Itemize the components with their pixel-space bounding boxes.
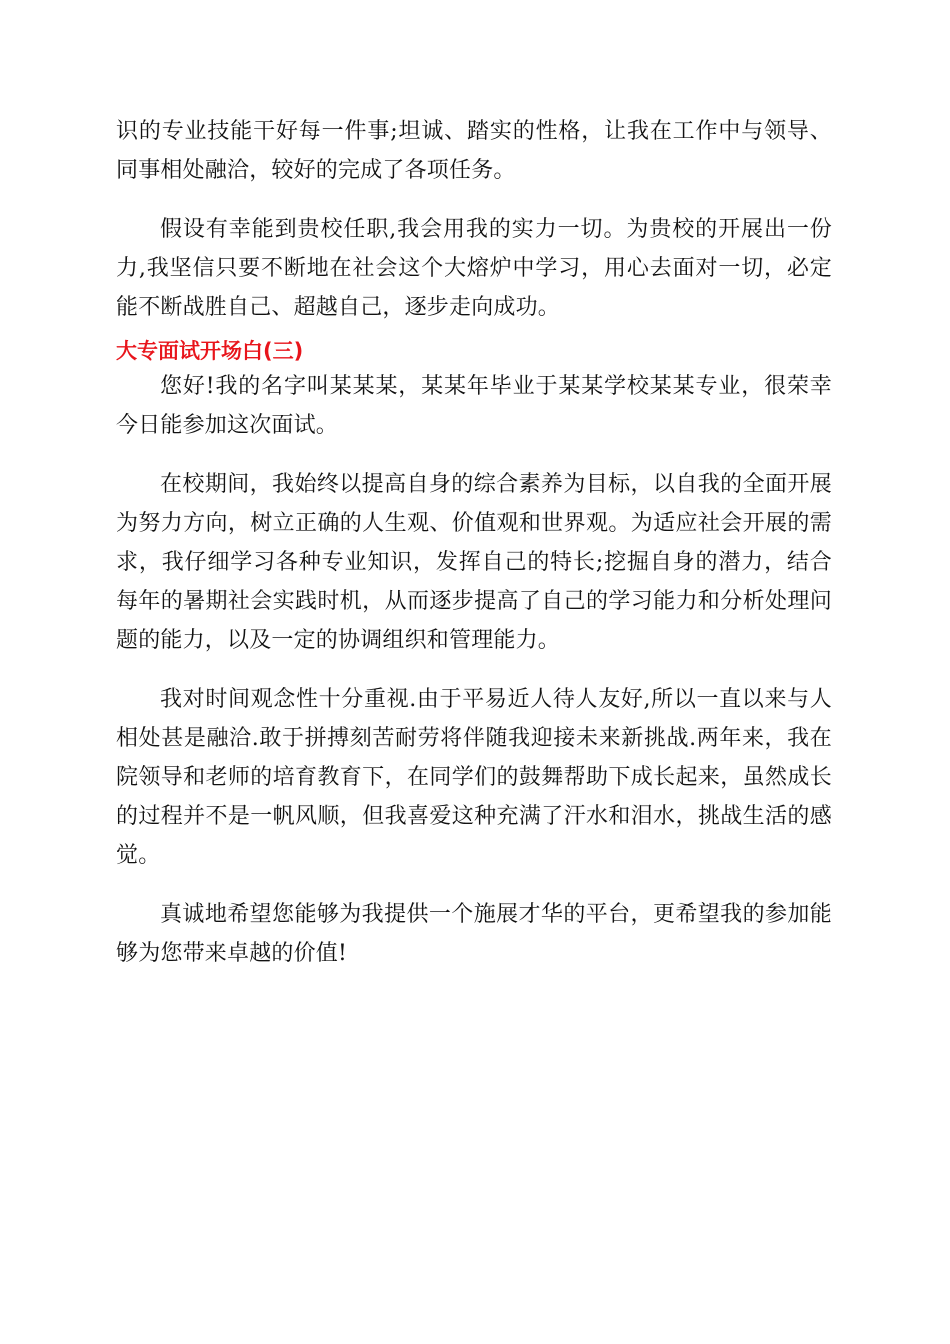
document-page <box>116 112 832 973</box>
section-heading: 大专面试开场白(三) <box>116 339 304 363</box>
paragraph-personality: 我对时间观念性十分重视.由于平易近人待人友好,所以一直以来与人相处甚是融洽.敢于拼搏刻苦耐劳将伴随我迎接未来新挑战.两年来，我在院领导和老师的培育教育下，在同学们的鼓舞帮助下成长起来，虽然成长的过程并不是一帆风顺，但我喜爱这种充满了汗水和泪水，挑战生活的感觉。 <box>116 687 832 868</box>
paragraph-school-period: 在校期间，我始终以提高自身的综合素养为目标，以自我的全面开展为努力方向，树立正确的人生观、价值观和世界观。为适应社会开展的需求，我仔细学习各种专业知识，发挥自己的特长;挖掘自身的潜力，结合每年的暑期社会实践时机，从而逐步提高了自己的学习能力和分析处理问题的能力，以及一定的协调组织和管理能力。 <box>116 472 832 653</box>
paragraph-closing-intent: 假设有幸能到贵校任职,我会用我的实力一切。为贵校的开展出一份力,我坚信只要不断地在社会这个大熔炉中学习，用心去面对一切，必定能不断战胜自己、超越自己，逐步走向成功。 <box>116 217 832 320</box>
paragraph-continued: 识的专业技能干好每一件事;坦诚、踏实的性格，让我在工作中与领导、同事相处融洽，较好的完成了各项任务。 <box>116 119 832 183</box>
paragraph-hope: 真诚地希望您能够为我提供一个施展才华的平台，更希望我的参加能够为您带来卓越的价值! <box>116 902 832 966</box>
paragraph-greeting: 您好!我的名字叫某某某，某某年毕业于某某学校某某专业，很荣幸今日能参加这次面试。 <box>116 374 832 438</box>
